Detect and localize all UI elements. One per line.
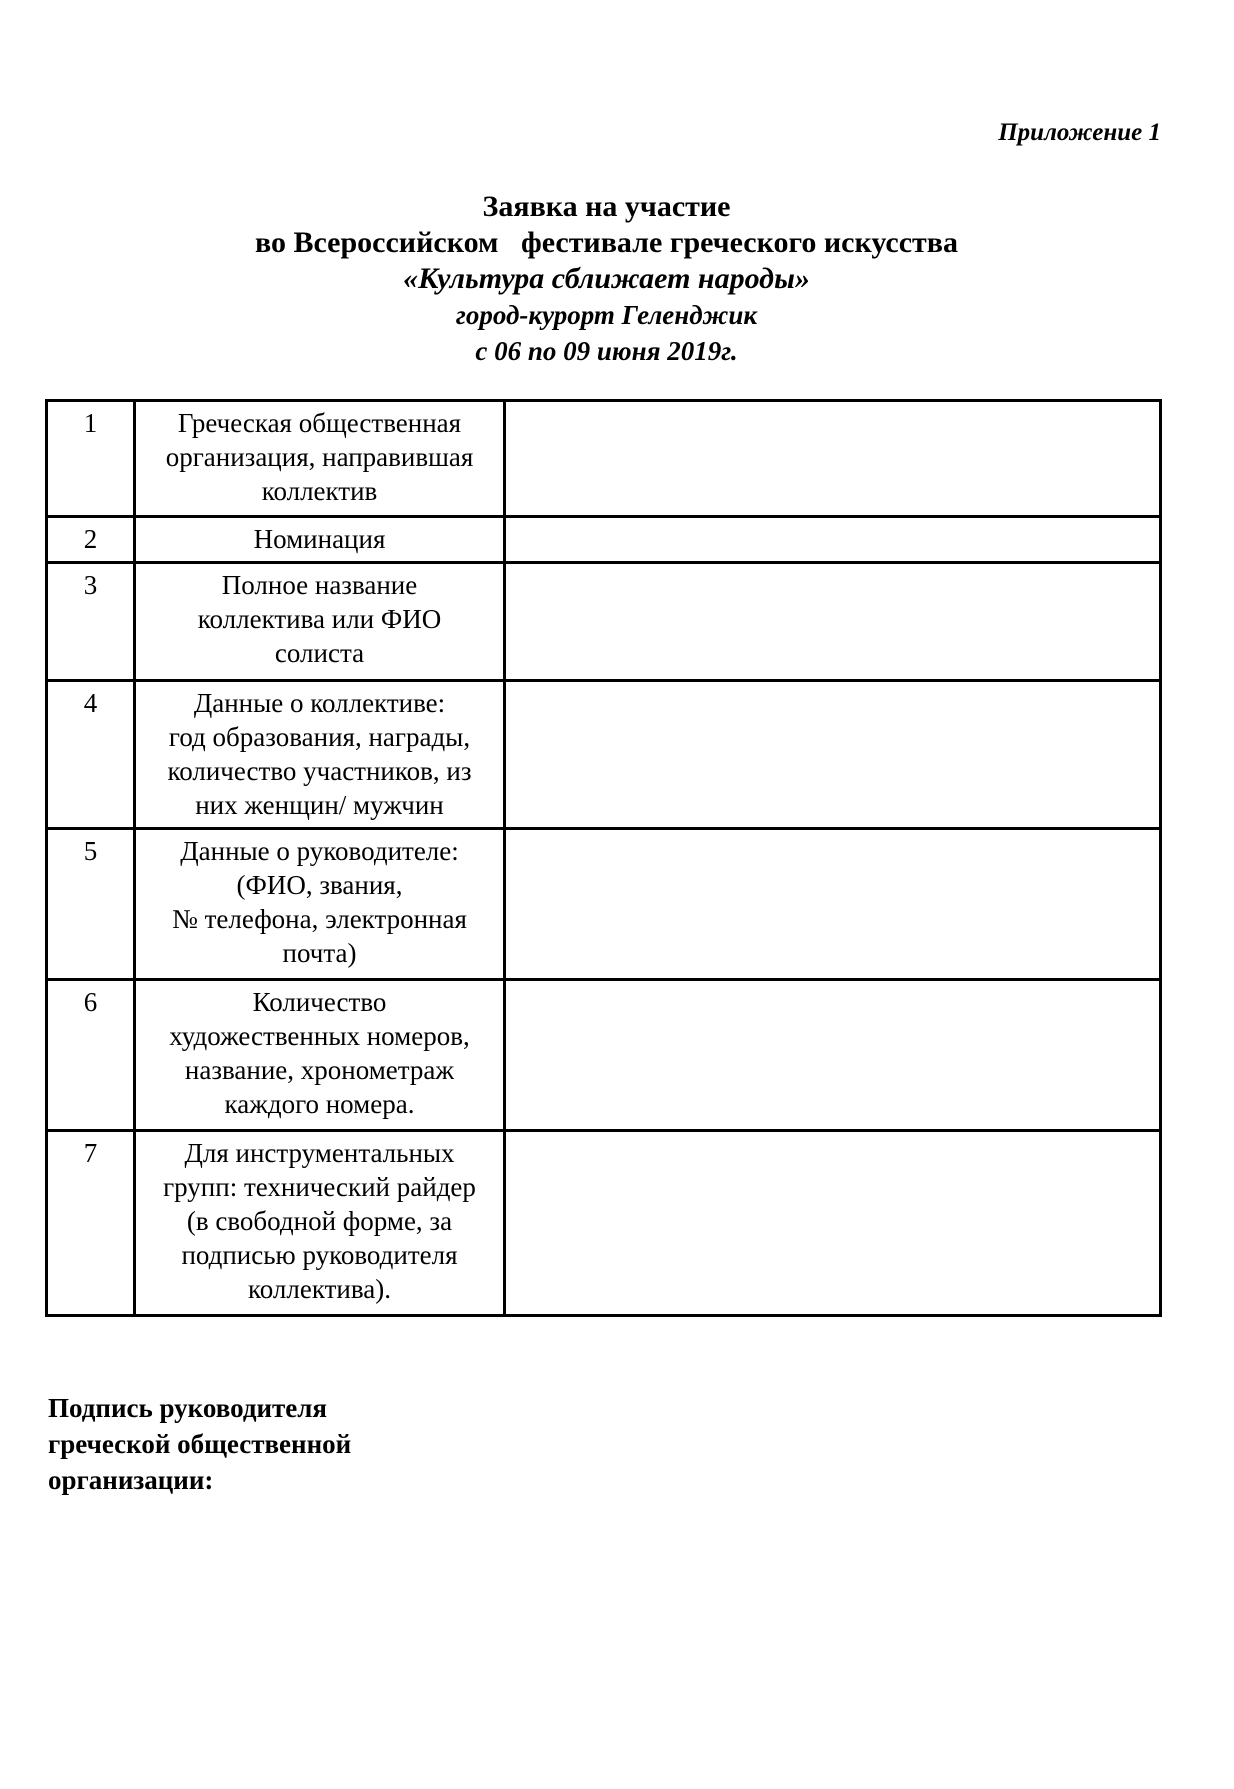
row-label-line: Греческая общественная [177,408,462,438]
row-label-line: групп: технический райдер [163,1172,476,1202]
table-row [47,1131,1161,1316]
signature-line: Подпись руководителя [48,1393,328,1423]
row-label-line: коллектива). [248,1274,391,1304]
row-label [135,517,505,563]
row-label [135,681,505,829]
document-header [0,189,1213,369]
signature-line: организации: [48,1465,214,1495]
row-label-line: Количество [252,987,387,1017]
row-label [135,829,505,980]
row-label-line: коллектив [261,476,378,506]
row-label [135,980,505,1131]
row-label-line: год образования, награды, [168,722,471,752]
row-label-line: (ФИО, звания, [236,870,403,900]
application-table [45,399,1162,1317]
row-label-line: коллектива или ФИО [197,604,442,634]
row-number: 4 [47,681,135,829]
row-label-line: Данные о коллективе: [193,688,446,718]
row-label [135,401,505,517]
festival-location: город-курорт Геленджик [455,300,758,330]
table-row [47,563,1161,681]
row-label-line: (в свободной форме, за [186,1206,453,1236]
table-row [47,681,1161,829]
row-number: 6 [47,980,135,1131]
row-number: 1 [47,401,135,517]
row-label [135,563,505,681]
row-label-line: название, хронометраж [184,1055,455,1085]
row-label-line: солиста [274,638,365,668]
row-number: 7 [47,1131,135,1316]
row-value-field[interactable] [505,1131,1161,1316]
row-label-line: Номинация [253,524,386,554]
table-row [47,401,1161,517]
row-label-line: организация, направившая [165,442,474,472]
row-label-line: художественных номеров, [169,1021,470,1051]
row-label [135,1131,505,1316]
row-label-line: количество участников, из [167,756,472,786]
row-label-line: № телефона, электронная [172,904,467,934]
appendix-label: Приложение 1 [998,119,1161,146]
row-label-line: них женщин/ мужчин [195,790,444,820]
document-title: Заявка на участие [482,190,731,223]
signature-line: греческой общественной [48,1429,352,1459]
row-number: 5 [47,829,135,980]
row-label-line: Для инструментальных [184,1138,455,1168]
signature-block [48,1390,351,1498]
table-row [47,517,1161,563]
festival-dates: с 06 по 09 июня 2019г. [475,336,738,366]
row-value-field[interactable] [505,401,1161,517]
row-value-field[interactable] [505,980,1161,1131]
table-row [47,980,1161,1131]
table-row [47,829,1161,980]
row-value-field[interactable] [505,681,1161,829]
row-value-field[interactable] [505,517,1161,563]
row-value-field[interactable] [505,563,1161,681]
row-label-line: почта) [282,938,357,968]
row-number: 3 [47,563,135,681]
row-label-line: Полное название [221,570,418,600]
festival-name: «Культура сближает народы» [403,262,810,295]
row-value-field[interactable] [505,829,1161,980]
row-label-line: Данные о руководителе: [180,836,459,866]
row-number: 2 [47,517,135,563]
row-label-line: подписью руководителя [181,1240,458,1270]
document-subtitle: во Всероссийском фестивале греческого искусства [254,226,958,259]
row-label-line: каждого номера. [224,1089,415,1119]
